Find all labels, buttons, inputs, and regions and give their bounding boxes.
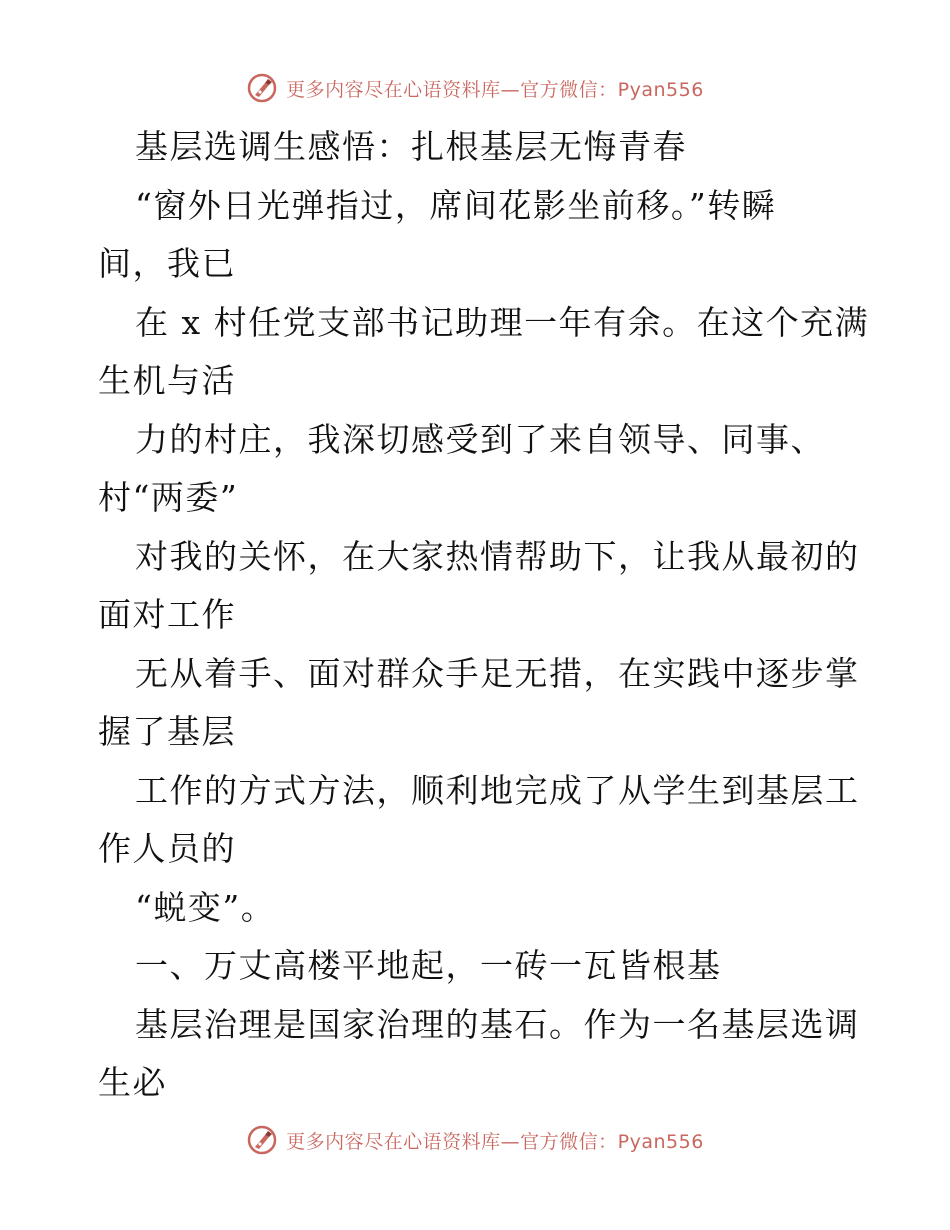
text-line: 一、万丈高楼平地起，一砖一瓦皆根基 bbox=[135, 946, 722, 985]
header-banner bbox=[0, 68, 950, 108]
text-line: 面对工作 bbox=[98, 595, 236, 634]
banner-handle: Pyan556 bbox=[617, 78, 704, 101]
text-line: 作人员的 bbox=[98, 829, 236, 868]
text-line: 工作的方式方法，顺利地完成了从学生到基层工 bbox=[135, 770, 860, 810]
document-body bbox=[98, 118, 878, 1113]
text-line: 基层选调生感悟：扎根基层无悔青春 bbox=[135, 127, 687, 166]
banner-text: 更多内容尽在心语资料库—官方微信：Pyan556 bbox=[286, 1130, 704, 1153]
banner-handle: Pyan556 bbox=[617, 1130, 704, 1153]
text-line: 力的村庄，我深切感受到了来自领导、同事、 bbox=[135, 419, 825, 459]
text-line: 生机与活 bbox=[98, 361, 236, 400]
text-line: 对我的关怀，在大家热情帮助下，让我从最初的 bbox=[135, 536, 860, 576]
pen-nib-logo-icon bbox=[246, 72, 278, 104]
text-line: 在 x 村任党支部书记助理一年有余。在这个充满 bbox=[135, 302, 870, 342]
text-line: “窗外日光弹指过，席间花影坐前移。”转瞬 bbox=[135, 185, 777, 225]
text-line: 村“两委” bbox=[98, 478, 239, 517]
footer-banner bbox=[0, 1120, 950, 1160]
text-line: 生必 bbox=[98, 1063, 167, 1102]
text-line: 基层治理是国家治理的基石。作为一名基层选调 bbox=[135, 1004, 860, 1044]
pen-nib-logo-icon bbox=[246, 1124, 278, 1156]
text-line: 间，我已 bbox=[98, 244, 236, 283]
text-line: 握了基层 bbox=[98, 712, 236, 751]
banner-text: 更多内容尽在心语资料库—官方微信：Pyan556 bbox=[286, 78, 704, 101]
text-line: “蜕变”。 bbox=[135, 887, 276, 927]
text-line: 无从着手、面对群众手足无措，在实践中逐步掌 bbox=[135, 653, 860, 693]
